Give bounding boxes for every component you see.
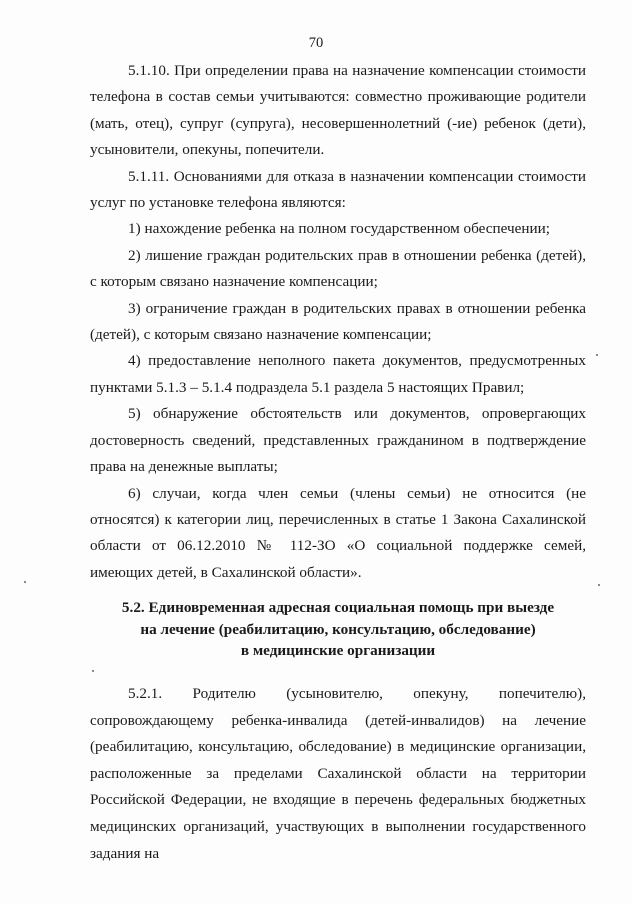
- paragraph-5-2-1: 5.2.1. Родителю (усыновителю, опекуну, попечителю), сопровождающему ребенка-инвалида (детей-инвалидов) на лечение (реабилитацию, консультацию, обследование) в медицинские организации, расположенные за пределами Сахалинской области на территории Российской Федерации, не входящие в перечень федеральных бюджетных медицинских организаций, участвующих в выполнении государственного задания на: [90, 685, 586, 862]
- scan-speck: [596, 354, 598, 356]
- page-number: 70: [308, 35, 324, 51]
- list-item-6: 6) случаи, когда член семьи (члены семьи) не относится (не относятся) к категории лиц, перечисленных в статье 1 Закона Сахалинской области от 06.12.2010 № 112-ЗО «О социальной поддержке семей, имеющих детей, в Сахалинской области».: [90, 484, 586, 581]
- scan-speck: [24, 581, 26, 583]
- paragraph-5-1-10: 5.1.10. При определении права на назначение компенсации стоимости телефона в состав семьи учитываются: совместно проживающие родители (мать, отец), супруг (супруга), несовершеннолетний (-ие) ребенок (дети), усыновители, опекуны, попечители.: [90, 62, 586, 159]
- paragraph-5-1-11: 5.1.11. Основаниями для отказа в назначении компенсации стоимости услуг по установке телефона являются:: [90, 167, 586, 212]
- list-item-2: 2) лишение граждан родительских прав в отношении ребенка (детей), с которым связано назначение компенсации;: [90, 246, 586, 291]
- list-item-3: 3) ограничение граждан в родительских правах в отношении ребенка (детей), с которым связано назначение компенсации;: [90, 299, 586, 344]
- list-item-5: 5) обнаружение обстоятельств или документов, опровергающих достоверность сведений, представленных гражданином в подтверждение права на денежные выплаты;: [90, 405, 586, 476]
- list-item-1: 1) нахождение ребенка на полном государственном обеспечении;: [128, 220, 551, 238]
- section-heading-line-1: 5.2. Единовременная адресная социальная помощь при выезде: [121, 599, 555, 616]
- section-body: [90, 681, 586, 867]
- body-text: [90, 58, 586, 586]
- section-heading-line-2: на лечение (реабилитацию, консультацию, обследование): [140, 620, 536, 638]
- section-heading-line-3: в медицинские организации: [240, 642, 436, 659]
- section-heading: [90, 597, 586, 662]
- scan-speck: [598, 584, 600, 586]
- scan-speck: [92, 670, 94, 672]
- list-item-4: 4) предоставление неполного пакета документов, предусмотренных пунктами 5.1.3 – 5.1.4 подраздела 5.1 раздела 5 настоящих Правил;: [90, 352, 586, 396]
